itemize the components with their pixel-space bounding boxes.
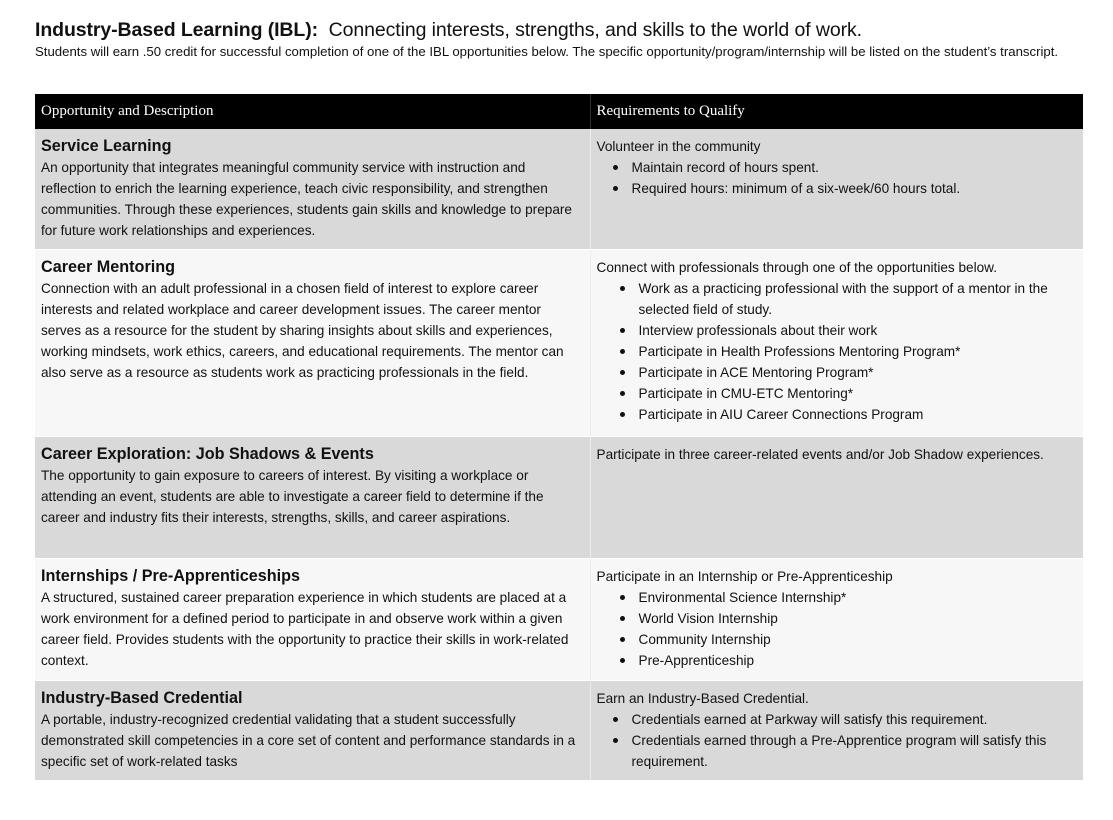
opportunity-title: Industry-Based Credential — [41, 688, 243, 707]
opportunity-description: A portable, industry-recognized credential validating that a student successfully demonstrated skill competencies in a core set of content and performance standards in a specific set of work-related tasks — [41, 711, 576, 769]
requirement-lead: Participate in an Internship or Pre-Apprenticeship — [596, 568, 893, 584]
requirement-item: Community Internship — [632, 629, 1078, 650]
table-row-internships — [35, 558, 1083, 680]
requirement-item: Maintain record of hours spent. — [625, 157, 1078, 178]
opportunity-title: Career Exploration: Job Shadows & Events — [41, 444, 374, 463]
requirement-item: Participate in CMU-ETC Mentoring* — [632, 383, 1078, 404]
requirement-item: Participate in ACE Mentoring Program* — [632, 362, 1078, 383]
opportunity-cell — [35, 680, 590, 780]
table-row-service-learning — [35, 129, 1083, 249]
opportunity-cell — [35, 558, 590, 680]
requirement-lead: Participate in three career-related events and/or Job Shadow experiences. — [596, 446, 1044, 462]
column-header-requirements: Requirements to Qualify — [590, 94, 1083, 129]
requirement-item: Interview professionals about their work — [632, 320, 1078, 341]
title-bold: Industry-Based Learning (IBL): — [35, 19, 319, 41]
requirements-list — [597, 587, 1078, 671]
requirement-lead: Earn an Industry-Based Credential. — [596, 690, 809, 706]
requirement-item: Required hours: minimum of a six-week/60 hours total. — [625, 178, 1078, 199]
requirement-item: Credentials earned through a Pre-Apprentice program will satisfy this requirement. — [625, 730, 1078, 772]
requirement-item: World Vision Internship — [632, 608, 1078, 629]
opportunity-description: The opportunity to gain exposure to careers of interest. By visiting a workplace or attending an event, students are able to investigate a career field to determine if the career and industry fits their interests, strengths, skills, and career aspirations. — [41, 467, 544, 525]
opportunity-title: Internships / Pre-Apprenticeships — [41, 566, 301, 585]
opportunity-description: A structured, sustained career preparation experience in which students are placed at a work environment for a defined period to participate in and observe work within a given career field. Provides students with the opportunity to practice their skills in work-related context. — [41, 589, 569, 668]
page-title — [35, 18, 1083, 42]
requirements-list — [597, 278, 1078, 425]
opportunity-description: An opportunity that integrates meaningful community service with instruction and reflection to enrich the learning experience, teach civic responsibility, and strengthen communities. Through these experiences, students gain skills and knowledge to prepare for future work relationships and experiences. — [41, 160, 572, 238]
opportunity-title: Service Learning — [41, 137, 172, 155]
opportunity-title: Career Mentoring — [41, 257, 176, 276]
opportunity-description: Connection with an adult professional in a chosen field of interest to explore career interests and related workplace and career development issues. The career mentor serves as a resource for the student by sharing insights about skills and experiences, working mindsets, work ethics, careers, and educational requirements. The mentor can also serve as a resource as students work as practicing professionals in the field. — [41, 280, 564, 380]
requirement-lead: Volunteer in the community — [596, 139, 761, 154]
table-row-career-mentoring — [35, 249, 1083, 436]
opportunity-cell — [35, 249, 590, 436]
column-header-opportunity: Opportunity and Description — [35, 94, 590, 129]
requirements-list — [597, 709, 1078, 772]
table-row-industry-credential — [35, 680, 1083, 780]
document-header — [35, 18, 1083, 62]
requirement-lead: Connect with professionals through one of the opportunities below. — [596, 259, 998, 275]
requirement-item: Pre-Apprenticeship — [632, 650, 1078, 671]
requirements-cell — [590, 129, 1083, 249]
title-subtitle: Connecting interests, strengths, and skills to the world of work. — [328, 19, 862, 41]
requirement-item: Credentials earned at Parkway will satisfy this requirement. — [625, 709, 1078, 730]
requirement-item: Work as a practicing professional with the support of a mentor in the selected field of study. — [632, 278, 1078, 320]
requirements-list — [597, 157, 1078, 199]
ibl-table — [35, 94, 1083, 781]
requirements-cell — [590, 436, 1083, 558]
opportunity-cell — [35, 436, 590, 558]
intro-text: Students will earn .50 credit for successful completion of one of the IBL opportunities below. The specific opportunity/program/internship will be listed on the student’s transcript. — [35, 44, 1059, 59]
table-row-career-exploration — [35, 436, 1083, 558]
requirements-cell — [590, 680, 1083, 780]
requirements-cell — [590, 249, 1083, 436]
opportunity-cell — [35, 129, 590, 249]
table-header-row — [35, 94, 1083, 129]
requirement-item: Environmental Science Internship* — [632, 587, 1078, 608]
requirements-cell — [590, 558, 1083, 680]
requirement-item: Participate in AIU Career Connections Program — [632, 404, 1078, 425]
requirement-item: Participate in Health Professions Mentoring Program* — [632, 341, 1078, 362]
